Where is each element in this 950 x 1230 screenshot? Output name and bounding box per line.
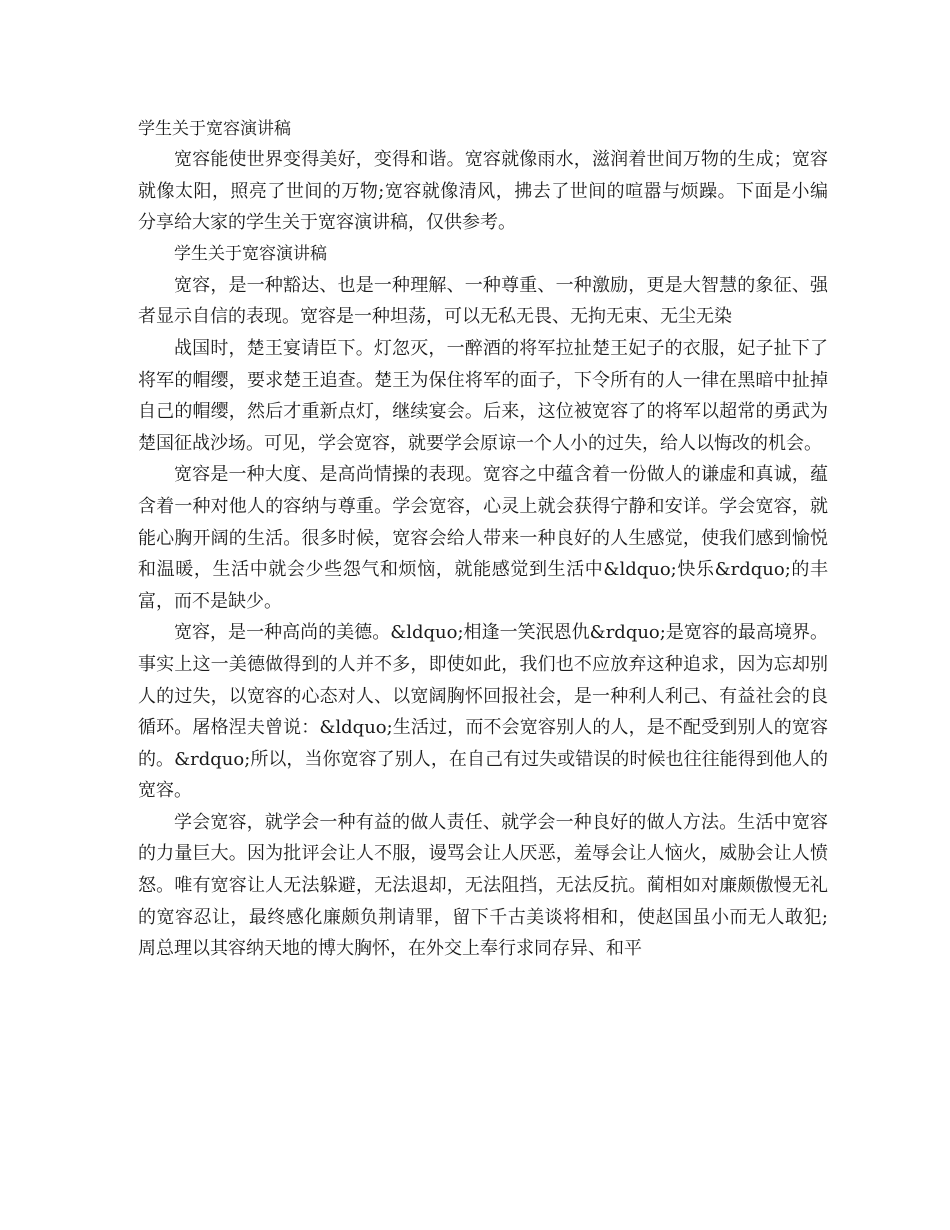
document-title: 学生关于宽容演讲稿 xyxy=(138,119,291,139)
intro-paragraph: 宽容能使世界变得美好，变得和谐。宽容就像雨水，滋润着世间万物的生成；宽容就像太阳，照亮了世间的万物;宽容就像清风，拂去了世间的喧嚣与烦躁。下面是小编分享给大家的学生关于宽容演讲稿，仅供参考。 xyxy=(138,149,828,234)
section-subtitle: 学生关于宽容演讲稿 xyxy=(174,243,327,264)
document-body xyxy=(138,116,828,965)
body-paragraph-2: 战国时，楚王宴请臣下。灯忽灭，一醉酒的将军拉扯楚王妃子的衣服，妃子扯下了将军的帽缨，要求楚王追查。楚王为保住将军的面子，下令所有的人一律在黑暗中扯掉自己的帽缨，然后才重新点灯，继续宴会。后来，这位被宽容了的将军以超常的勇武为楚国征战沙场。可见，学会宽容，就要学会原谅一个人小的过失，给人以悔改的机会。 xyxy=(138,337,828,454)
body-paragraph-4: 宽容，是一种高尚的美德。&ldquo;相逢一笑泯恩仇&rdquo;是宽容的最高境界。事实上这一美德做得到的人并不多，即使如此，我们也不应放弃这种追求，因为忘却别人的过失，以宽容的心态对人、以宽阔胸怀回报社会，是一种利人利己、有益社会的良循环。屠格涅夫曾说：&ldquo;生活过，而不会宽容别人的人，是不配受到别人的宽容的。&rdquo;所以，当你宽容了别人，在自己有过失或错误的时候也往往能得到他人的宽容。 xyxy=(138,622,828,802)
body-paragraph-3: 宽容是一种大度、是高尚情操的表现。宽容之中蕴含着一份做人的谦虚和真诚，蕴含着一种对他人的容纳与尊重。学会宽容，心灵上就会获得宁静和安详。学会宽容，就能心胸开阔的生活。很多时候，宽容会给人带来一种良好的人生感觉，使我们感到愉悦和温暖，生活中就会少些怨气和烦恼，就能感觉到生活中&ldquo;快乐&rdquo;的丰富，而不是缺少。 xyxy=(138,464,828,612)
body-paragraph-1: 宽容，是一种豁达、也是一种理解、一种尊重、一种激励，更是大智慧的象征、强者显示自信的表现。宽容是一种坦荡，可以无私无畏、无拘无束、无尘无染 xyxy=(138,274,828,328)
body-paragraph-5: 学会宽容，就学会一种有益的做人责任、就学会一种良好的做人方法。生活中宽容的力量巨大。因为批评会让人不服，谩骂会让人厌恶，羞辱会让人恼火，威胁会让人愤怒。唯有宽容让人无法躲避，无法退却，无法阻挡，无法反抗。蔺相如对廉颇傲慢无礼的宽容忍让，最终感化廉颇负荆请罪，留下千古美谈将相和，使赵国虽小而无人敢犯;周总理以其容纳天地的博大胸怀，在外交上奉行求同存异、和平 xyxy=(138,811,828,960)
